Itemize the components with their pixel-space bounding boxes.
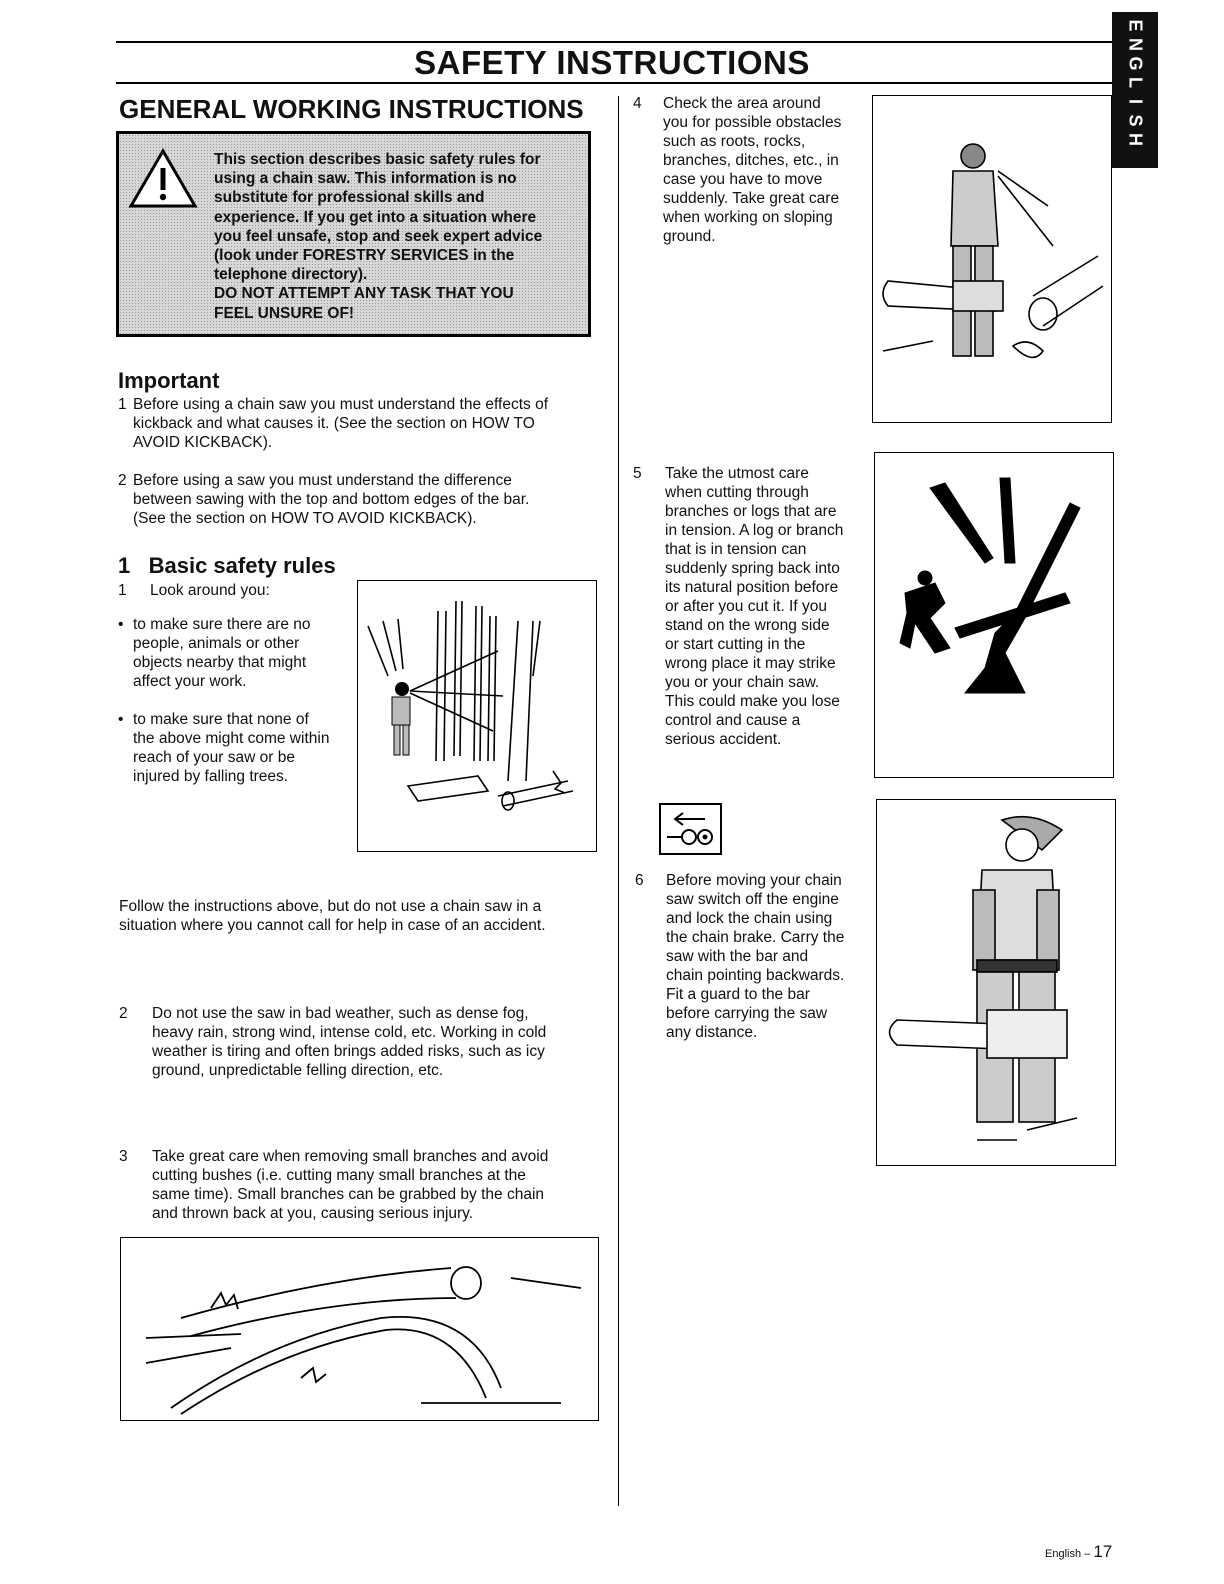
text-line: objects nearby that might <box>133 654 307 671</box>
bullet-item: • to make sure there are no people, animals or other objects nearby that might affect your work. <box>118 615 353 691</box>
rule-text <box>666 871 871 1042</box>
warning-line: (look under FORESTRY SERVICES in the <box>214 247 515 265</box>
rule-text <box>665 464 870 749</box>
text-line: stand on the wrong side <box>665 617 830 634</box>
warning-line: substitute for professional skills and <box>214 189 485 207</box>
warning-line: FEEL UNSURE OF! <box>214 304 355 322</box>
text-line: and thrown back at you, causing serious injury. <box>152 1205 474 1222</box>
text-line: or start cutting in the <box>665 636 806 653</box>
important-heading: Important <box>118 368 220 393</box>
text-line: branches, ditches, etc., in <box>663 152 839 169</box>
footer-label: English – <box>1045 1548 1091 1560</box>
text-line: suddenly spring back into <box>665 560 840 577</box>
warning-line: This section describes basic safety rules for <box>214 151 541 168</box>
text-line: weather is tiring and often brings added risks, such as icy <box>152 1043 545 1060</box>
text-line: in tension. A log or branch <box>665 522 844 539</box>
important-item-number: 1 <box>118 396 127 413</box>
chain-brake-icon <box>659 803 722 855</box>
header-bottom-rule <box>116 82 1112 84</box>
text-line: same time). Small branches can be grabbed by the chain <box>152 1186 545 1203</box>
text-line: suddenly. Take great care <box>663 190 840 207</box>
header-top-rule <box>116 41 1112 43</box>
text-line: you for possible obstacles <box>663 114 842 131</box>
rule-text: Look around you: <box>150 582 270 599</box>
text-line: injured by falling trees. <box>133 768 289 785</box>
language-tab <box>1112 12 1158 168</box>
text-line: serious accident. <box>665 731 782 748</box>
text-line: ground. <box>663 228 716 245</box>
warning-line: using a chain saw. This information is no <box>214 170 517 188</box>
rule-number: 3 <box>119 1148 128 1165</box>
warning-line: you feel unsafe, stop and seek expert advice <box>214 227 543 245</box>
text-line: situation where you cannot call for help in case of an accident. <box>119 917 546 934</box>
follow-instructions-text <box>119 897 609 935</box>
text-line: This could make you lose <box>665 693 840 710</box>
rule-number: 2 <box>119 1005 128 1022</box>
text-line: (See the section on HOW TO AVOID KICKBACK). <box>133 510 477 527</box>
rule-text <box>663 94 868 246</box>
text-line: the above might come within <box>133 730 330 747</box>
carrying-saw-illustration <box>876 799 1116 1166</box>
section-heading: GENERAL WORKING INSTRUCTIONS <box>119 94 584 124</box>
text-line: saw switch off the engine <box>666 891 839 908</box>
bullet-item: • to make sure that none of the above might come within reach of your saw or be injured by falling trees. <box>118 710 353 786</box>
language-tab-letter: N <box>1125 38 1146 51</box>
text-line: people, animals or other <box>133 635 300 652</box>
text-line: branches or logs that are <box>665 503 837 520</box>
obstacles-illustration <box>872 95 1112 423</box>
text-line: Before using a saw you must understand the difference <box>133 472 512 489</box>
text-line: chain pointing backwards. <box>666 967 845 984</box>
language-tab-letter: I <box>1125 98 1146 104</box>
rule-number: 4 <box>633 95 642 112</box>
rule-number: 1 <box>118 582 127 599</box>
text-line: Fit a guard to the bar <box>666 986 810 1003</box>
text-line: AVOID KICKBACK). <box>133 434 273 451</box>
text-line: to make sure that none of <box>133 711 309 728</box>
text-line: before carrying the saw <box>666 1005 828 1022</box>
text-line: such as roots, rocks, <box>663 133 806 150</box>
text-line: the chain brake. Carry the <box>666 929 845 946</box>
text-line: ground, unpredictable felling direction, etc. <box>152 1062 444 1079</box>
text-line: Before using a chain saw you must understand the effects of <box>133 396 549 413</box>
text-line: saw with the bar and <box>666 948 809 965</box>
language-tab-letter: S <box>1125 114 1146 127</box>
page-footer <box>1045 1542 1112 1562</box>
warning-line: telephone directory). <box>214 266 368 284</box>
rule-text <box>152 1004 602 1080</box>
language-tab-letter: E <box>1125 19 1146 32</box>
text-line: between sawing with the top and bottom edges of the bar. <box>133 491 530 508</box>
text-line: kickback and what causes it. (See the section on HOW TO <box>133 415 535 432</box>
tension-illustration <box>874 452 1114 778</box>
text-line: you or your chain saw. <box>665 674 820 691</box>
log-branches-illustration <box>120 1237 599 1421</box>
text-line: Take great care when removing small branches and avoid <box>152 1148 549 1165</box>
text-line: its natural position before <box>665 579 839 596</box>
basic-rules-title: Basic safety rules <box>148 553 336 578</box>
text-line: reach of your saw or be <box>133 749 295 766</box>
text-line: affect your work. <box>133 673 247 690</box>
warning-triangle-icon <box>128 148 198 210</box>
text-line: any distance. <box>666 1024 758 1041</box>
important-item-text <box>133 395 603 452</box>
text-line: Take the utmost care <box>665 465 809 482</box>
important-item-text <box>133 471 603 528</box>
language-tab-letter: G <box>1125 56 1146 71</box>
text-line: that is in tension can <box>665 541 807 558</box>
text-line: Do not use the saw in bad weather, such as dense fog, <box>152 1005 529 1022</box>
text-line: when working on sloping <box>663 209 833 226</box>
text-line: control and cause a <box>665 712 801 729</box>
text-line: Check the area around <box>663 95 821 112</box>
text-line: wrong place it may strike <box>665 655 836 672</box>
warning-line: DO NOT ATTEMPT ANY TASK THAT YOU <box>214 285 514 303</box>
rule-number: 6 <box>635 872 644 889</box>
language-tab-letter: L <box>1125 77 1146 88</box>
page-title: SAFETY INSTRUCTIONS <box>414 44 810 81</box>
text-line: and lock the chain using <box>666 910 833 927</box>
warning-text <box>214 150 584 323</box>
language-tab-letter: H <box>1125 133 1146 146</box>
text-line: or after you cut it. If you <box>665 598 827 615</box>
basic-rules-heading <box>118 553 336 579</box>
text-line: case you have to move <box>663 171 823 188</box>
rule-number: 5 <box>633 465 642 482</box>
text-line: heavy rain, strong wind, intense cold, etc. Working in cold <box>152 1024 547 1041</box>
language-tab-label <box>1126 12 1144 149</box>
column-divider <box>618 96 619 1506</box>
text-line: Before moving your chain <box>666 872 842 889</box>
text-line: to make sure there are no <box>133 616 311 633</box>
text-line: Follow the instructions above, but do not use a chain saw in a <box>119 898 542 915</box>
warning-line: experience. If you get into a situation where <box>214 208 537 226</box>
rule-text <box>152 1147 602 1223</box>
text-line: when cutting through <box>665 484 809 501</box>
warning-box <box>116 131 591 337</box>
basic-rules-number: 1 <box>118 553 131 578</box>
text-line: cutting bushes (i.e. cutting many small branches at the <box>152 1167 526 1184</box>
important-item-number: 2 <box>118 472 127 489</box>
forest-illustration <box>357 580 597 852</box>
page-number: 17 <box>1093 1542 1113 1561</box>
